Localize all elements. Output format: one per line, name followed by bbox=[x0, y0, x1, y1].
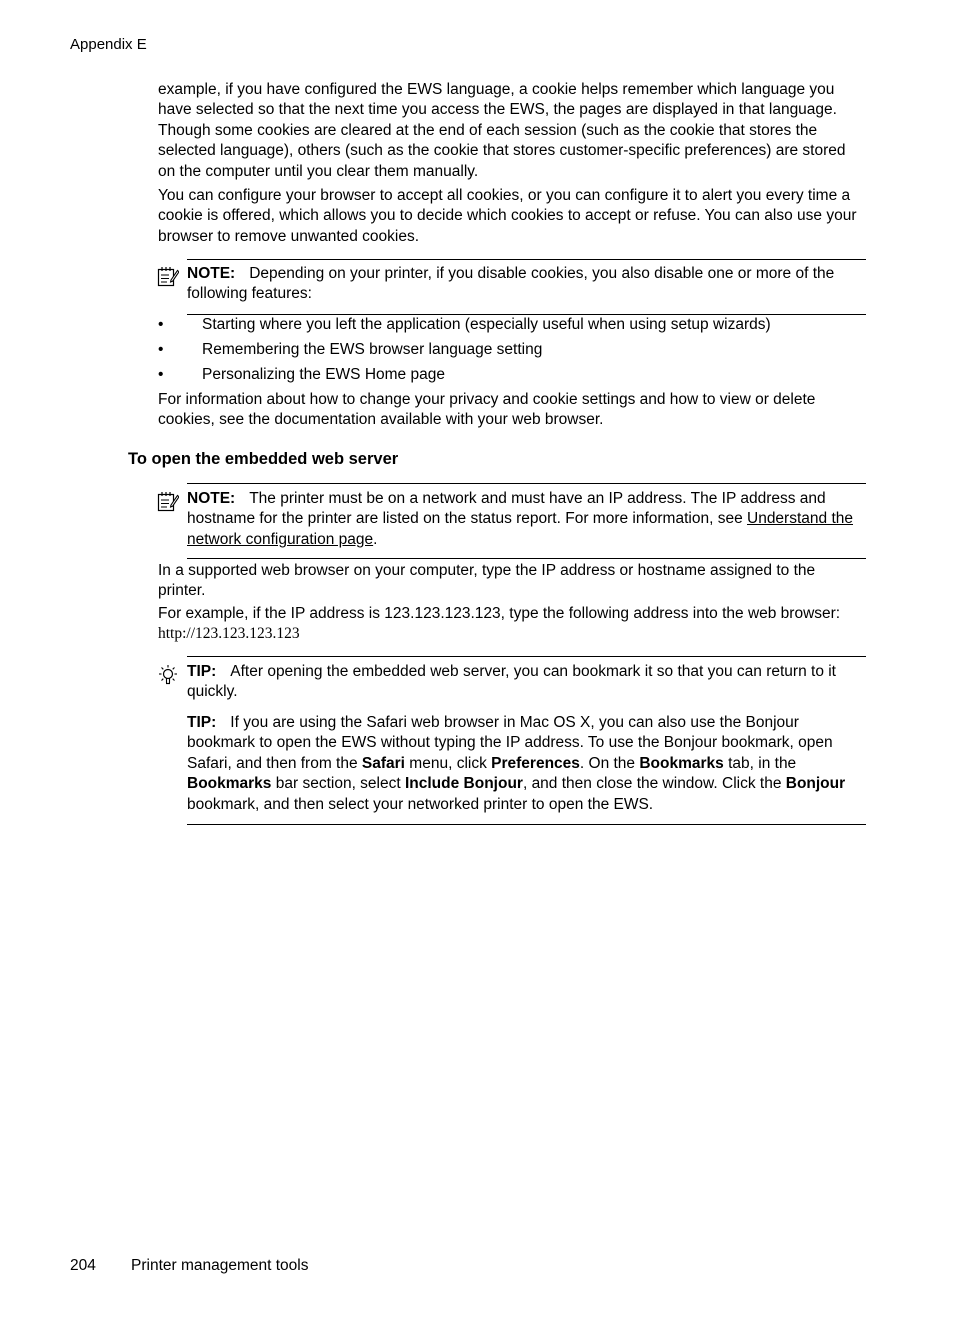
note-network-text bbox=[187, 489, 866, 550]
lightbulb-icon bbox=[157, 664, 179, 686]
include-bonjour-term: Include Bonjour bbox=[404, 775, 523, 793]
bullet-icon: • bbox=[158, 316, 164, 333]
tip-body: , and then close the window. Click the bbox=[522, 775, 786, 793]
steps-paragraph-1: In a supported web browser on your computer, type the IP address or hostname assigned to the printer. bbox=[158, 562, 816, 600]
tip-body: bar section, select bbox=[271, 775, 405, 793]
note-end: . bbox=[373, 530, 378, 548]
tip-body: After opening the embedded web server, you can bookmark it so that you can return to it quickly. bbox=[187, 663, 836, 701]
privacy-paragraph: For information about how to change your privacy and cookie settings and how to view or delete cookies, see the documentation available with your web browser. bbox=[158, 391, 816, 429]
page-header: Appendix E bbox=[70, 36, 147, 53]
list-item-text: Starting where you left the application (especially useful when using setup wizards) bbox=[202, 316, 771, 333]
preferences-term: Preferences bbox=[491, 754, 580, 772]
list-item-text: Personalizing the EWS Home page bbox=[202, 366, 445, 383]
tip-body: If you are using the Safari web browser in Mac OS X, you can also use the Bonjour bookmark to open the EWS without typing the IP address. To use the Bonjour bookmark, open Safari, and then from the bbox=[187, 714, 833, 772]
tip-body: menu, click bbox=[405, 754, 492, 772]
intro-paragraph-2: You can configure your browser to accept all cookies, or you can configure it to alert you every time a cookie is offered, which allows you to decide which cookies to accept or refuse. You can also use your browser to remove unwanted cookies. bbox=[158, 187, 857, 245]
page-number: 204 bbox=[70, 1257, 96, 1274]
note-label: NOTE: bbox=[187, 265, 236, 282]
note-label: NOTE: bbox=[187, 490, 236, 507]
bullet-icon: • bbox=[158, 366, 164, 383]
steps-paragraph-2 bbox=[158, 604, 866, 645]
network-config-page-link[interactable]: Understand the network configuration page bbox=[187, 510, 853, 548]
bookmarks-tab-term: Bookmarks bbox=[639, 754, 724, 772]
tip-body: tab, in the bbox=[723, 754, 797, 772]
note-icon bbox=[157, 265, 179, 287]
tip-label: TIP: bbox=[187, 663, 217, 680]
tip-body: . On the bbox=[579, 754, 640, 772]
bookmarks-bar-term: Bookmarks bbox=[187, 775, 272, 793]
section-heading: To open the embedded web server bbox=[128, 450, 399, 468]
intro-paragraph-1: example, if you have configured the EWS language, a cookie helps remember which language you have selected so that the next time you access the EWS, the pages are displayed in that language. Though some cookies are cleared at the end of each session (such as the cookie that stores the selected language), others (such as the cookie that stores customer-specific preferences) are stored on the computer until you clear them manually. bbox=[158, 81, 846, 180]
note-body: The printer must be on a network and must have an IP address. The IP address and hostname for the printer are listed on the status report. For more information, see bbox=[187, 490, 826, 528]
safari-term: Safari bbox=[361, 754, 405, 772]
note-icon bbox=[157, 490, 179, 512]
tip-bonjour-text bbox=[187, 713, 866, 815]
example-url: http://123.123.123.123 bbox=[158, 625, 300, 643]
tip-label: TIP: bbox=[187, 714, 217, 731]
bullet-icon: • bbox=[158, 341, 164, 358]
tip-bookmark-text bbox=[187, 662, 866, 703]
note-body: Depending on your printer, if you disable cookies, you also disable one or more of the following features: bbox=[187, 265, 835, 303]
tip-body: bookmark, and then select your networked printer to open the EWS. bbox=[187, 795, 654, 813]
note-cookies-text bbox=[187, 264, 866, 305]
steps-text: For example, if the IP address is 123.123.123.123, type the following address into the web browser: bbox=[158, 605, 841, 622]
bonjour-term: Bonjour bbox=[785, 775, 846, 793]
footer-section: Printer management tools bbox=[131, 1257, 309, 1274]
list-item-text: Remembering the EWS browser language setting bbox=[202, 341, 543, 358]
